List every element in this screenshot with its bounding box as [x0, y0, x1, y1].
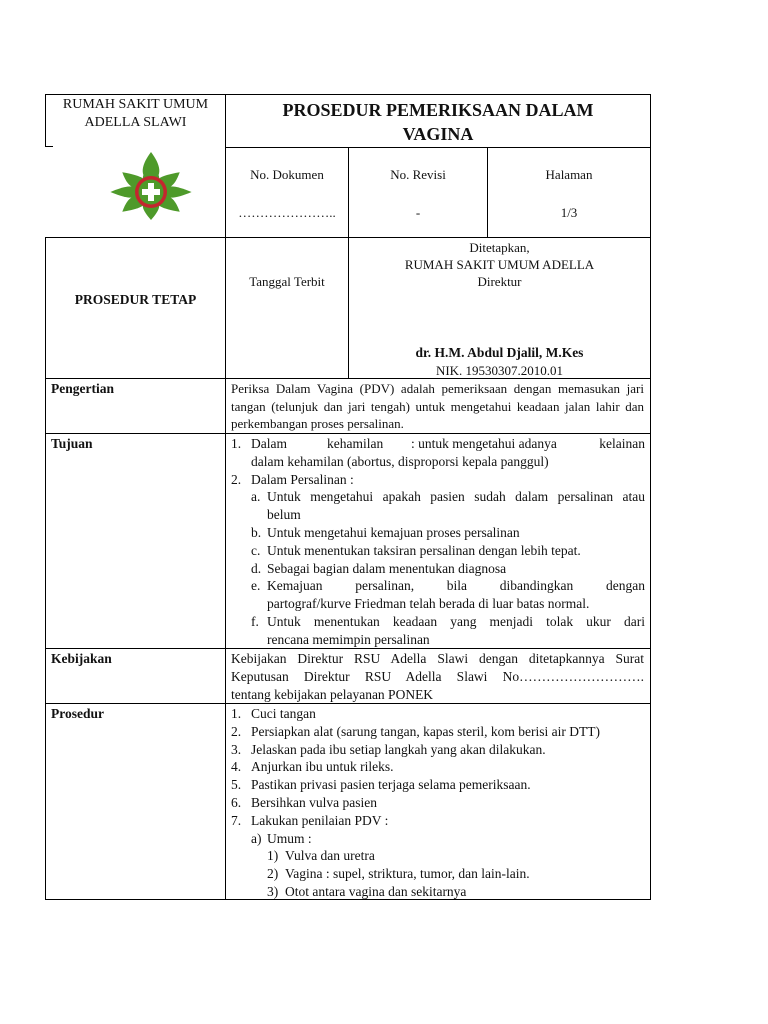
section-label-kebijakan: Kebijakan	[51, 651, 112, 666]
issue-date-label: Tanggal Terbit	[249, 274, 325, 289]
list-item: 2. Persiapkan alat (sarung tangan, kapas steril, kom berisi air DTT)	[231, 723, 601, 739]
list-item: b. Untuk mengetahui kemajuan proses persalinan	[251, 524, 520, 540]
signer-name: dr. H.M. Abdul Djalil, M.Kes	[415, 345, 584, 360]
list-item: 1. Cuci tangan	[231, 706, 316, 721]
pengertian-text: Periksa Dalam Vagina (PDV) adalah pemeriksaan dengan memasukan jari tangan (telunjuk dan jari tengah) untuk mengetahui keadaan jalan lahir dan perkembangan proses persalinan.	[231, 381, 644, 431]
list-item: 1) Vulva dan uretra	[267, 848, 375, 864]
page-label: Halaman	[545, 167, 593, 182]
hospital-logo	[86, 150, 216, 234]
list-item: 6. Bersihkan vulva pasien	[231, 794, 377, 810]
section-label-pengertian: Pengertian	[51, 381, 114, 396]
tujuan-list: 1. Dalam kehamilan : untuk mengetahui adanya kelainan dalam kehamilan (abortus, disproporsi kepala panggul) 2. Dalam Persalinan : a. Untuk mengetahui apakah pasien sudah dalam persalinan atau belum b. Untuk mengetahui kemajuan proses persalinan c. Untuk menentukan taksiran persalinan dengan lebih tepat. d. Sebagai bagian dalam menentukan diagnosa e. Kemajuan persalinan, bila dibandingkan dengan partograf/kurve Friedman telah berada di luar batas normal. f. Untuk menentukan keadaan yang menjadi tolak ukur dari rencana memimpin persalinan	[231, 436, 645, 647]
doc-number-value: …………………..	[238, 205, 336, 220]
list-item: c. Untuk menentukan taksiran persalinan dengan lebih tepat.	[251, 542, 581, 558]
list-item: 4. Anjurkan ibu untuk rileks.	[231, 759, 394, 775]
list-item: 1. Dalam kehamilan : untuk mengetahui adanya kelainan	[231, 436, 645, 451]
list-item: 3) Otot antara vagina dan sekitarnya	[267, 883, 467, 899]
document-title: PROSEDUR PEMERIKSAAN DALAM VAGINA	[282, 100, 594, 144]
signer-nik: NIK. 19530307.2010.01	[435, 363, 564, 378]
list-item: a) Umum :	[251, 830, 312, 846]
revision-label: No. Revisi	[390, 167, 446, 182]
list-item: f. Untuk menentukan keadaan yang menjadi tolak ukur dari rencana memimpin persalinan	[251, 613, 645, 647]
page-value: 1/3	[560, 205, 578, 220]
kebijakan-text: Kebijakan Direktur RSU Adella Slawi dengan ditetapkannya Surat Keputusan Direktur RSU Adella Slawi No………………………. tentang kebijakan pelayanan PONEK	[231, 651, 644, 702]
list-item: 5. Pastikan privasi pasien terjaga selama pemeriksaan.	[231, 777, 531, 793]
list-item: 3. Jelaskan pada ibu setiap langkah yang akan dilakukan.	[231, 741, 546, 757]
prosedur-list	[231, 705, 645, 901]
tujuan-sublist	[231, 488, 645, 648]
hospital-name: RUMAH SAKIT UMUM ADELLA SLAWI	[62, 97, 209, 130]
list-item: 2) Vagina : supel, striktura, tumor, dan lain-lain.	[267, 866, 530, 882]
list-item: 2. Dalam Persalinan :	[231, 471, 354, 487]
list-item: 7. Lakukan penilaian PDV :	[231, 812, 389, 828]
doc-number-label: No. Dokumen	[250, 167, 324, 182]
revision-value: -	[415, 205, 421, 220]
list-item: e. Kemajuan persalinan, bila dibandingkan dengan partograf/kurve Friedman telah berada di luar batas normal.	[251, 578, 645, 612]
list-item: a. Untuk mengetahui apakah pasien sudah dalam persalinan atau belum	[251, 489, 645, 523]
list-item: d. Sebagai bagian dalam menentukan diagnosa	[251, 560, 507, 576]
sop-label: PROSEDUR TETAP	[74, 292, 197, 307]
section-label-tujuan: Tujuan	[51, 436, 93, 451]
approval-block: Ditetapkan, RUMAH SAKIT UMUM ADELLA Direktur	[404, 240, 595, 289]
section-label-prosedur: Prosedur	[51, 706, 104, 721]
